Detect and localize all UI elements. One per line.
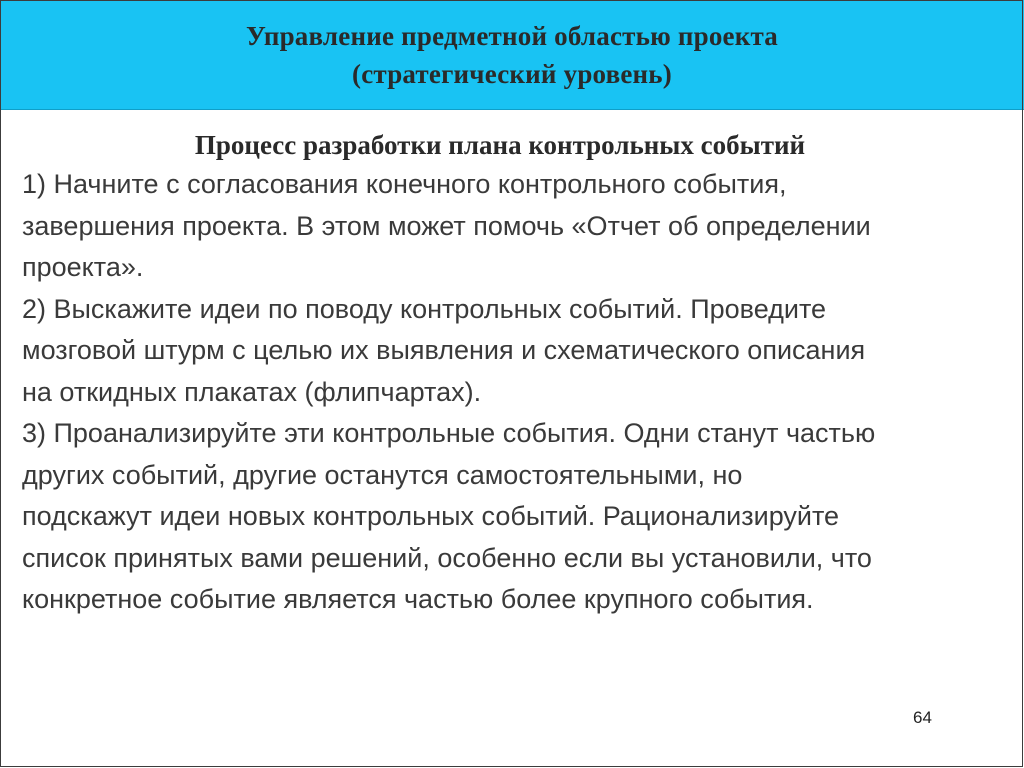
body-line: на откидных плакатах (флипчартах). (22, 376, 482, 407)
page-number: 64 (913, 708, 932, 727)
body-line: конкретное событие является частью более крупного события. (22, 584, 814, 614)
content-subtitle: Процесс разработки плана контрольных событий (194, 130, 806, 160)
body-line: завершения проекта. В этом может помочь «Отчет об определении (22, 210, 871, 241)
body-line: список принятых вами решений, особенно если вы установили, что (22, 542, 872, 573)
body-line: подскажут идеи новых контрольных событий. Рационализируйте (22, 501, 840, 531)
header-title-line-2: (стратегический уровень) (352, 58, 672, 89)
body-line: 2) Выскажите идеи по поводу контрольных событий. Проведите (22, 293, 827, 324)
body-line: 1) Начните с согласования конечного контрольного события, (22, 169, 787, 199)
body-line: проекта». (22, 252, 144, 282)
body-line: мозговой штурм с целью их выявления и схематического описания (22, 335, 866, 365)
header-title-line-1: Управление предметной областью проекта (246, 20, 778, 51)
body-line: других событий, другие останутся самостоятельными, но (22, 459, 743, 490)
body-line: 3) Проанализируйте эти контрольные события. Одни станут частью (22, 418, 876, 448)
